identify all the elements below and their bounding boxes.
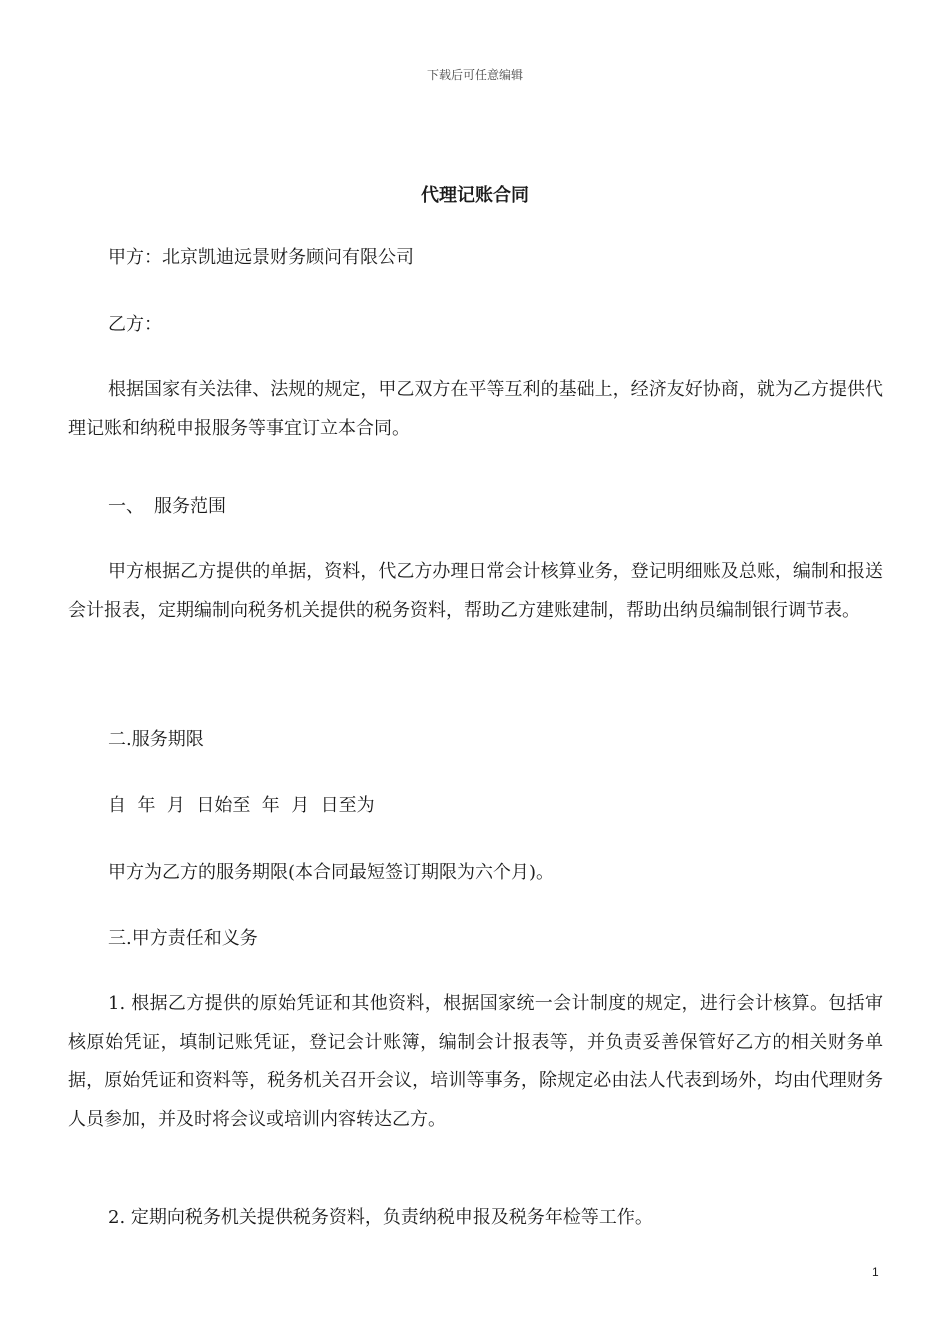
party-a-line: 甲方：北京凯迪远景财务顾问有限公司 bbox=[108, 247, 414, 268]
page-number: 1 bbox=[872, 1265, 879, 1279]
document-title: 代理记账合同 bbox=[421, 185, 529, 206]
section-3-item-1: 1. 根据乙方提供的原始凭证和其他资料，根据国家统一会计制度的规定，进行会计核算。包括审核原始凭证，填制记账凭证，登记会计账簿，编制会计报表等，并负责妥善保管好乙方的相关财务单据，原始凭证和资料等，税务机关召开会议，培训等事务，除规定必由法人代表到场外，均由代理财务人员参加，并及时将会议或培训内容转达乙方。 bbox=[68, 993, 883, 1130]
intro-paragraph: 根据国家有关法律、法规的规定，甲乙双方在平等互利的基础上，经济友好协商，就为乙方提供代理记账和纳税申报服务等事宜订立本合同。 bbox=[68, 379, 883, 439]
header-note: 下载后可任意编辑 bbox=[426, 68, 523, 82]
section-2-heading: 二.服务期限 bbox=[108, 729, 204, 750]
service-period-line: 自 年 月 日始至 年 月 日至为 bbox=[108, 795, 375, 816]
section-1-number: 一、 bbox=[108, 496, 144, 517]
section-3-heading: 三.甲方责任和义务 bbox=[108, 928, 258, 949]
section-1-heading bbox=[68, 488, 883, 527]
section-1-title: 服务范围 bbox=[154, 496, 226, 517]
section-1-body: 甲方根据乙方提供的单据，资料，代乙方办理日常会计核算业务，登记明细账及总账，编制和报送会计报表，定期编制向税务机关提供的税务资料，帮助乙方建账建制，帮助出纳员编制银行调节表。 bbox=[68, 561, 883, 621]
section-2-body: 甲方为乙方的服务期限(本合同最短签订期限为六个月)。 bbox=[108, 862, 555, 883]
section-3-item-2: 2. 定期向税务机关提供税务资料，负责纳税申报及税务年检等工作。 bbox=[108, 1207, 653, 1228]
party-b-line: 乙方： bbox=[108, 314, 162, 335]
